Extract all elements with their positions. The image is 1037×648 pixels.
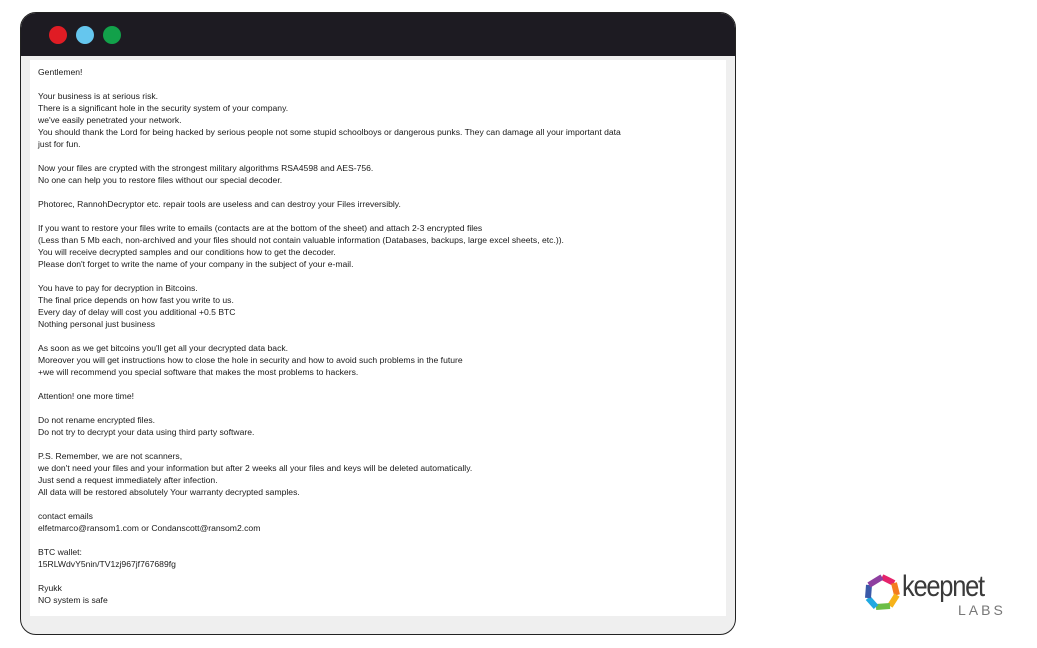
note-line: Photorec, RannohDecryptor etc. repair tools are useless and can destroy your Files irreversibly. <box>38 199 401 209</box>
note-paragraph <box>38 282 718 330</box>
note-line: Gentlemen! <box>38 67 83 77</box>
note-line: If you want to restore your files write to emails (contacts are at the bottom of the sheet) and attach 2-3 encrypted files <box>38 223 483 233</box>
note-line: No one can help you to restore files without our special decoder. <box>38 175 283 185</box>
keepnet-hexagon-icon <box>864 574 900 610</box>
note-line: Just send a request immediately after infection. <box>38 475 218 485</box>
note-paragraph <box>38 414 718 438</box>
ransom-note-window <box>20 12 736 635</box>
note-line: Please don't forget to write the name of your company in the subject of your e-mail. <box>38 259 354 269</box>
note-line: BTC wallet: <box>38 547 82 557</box>
note-paragraph <box>38 222 718 270</box>
note-line: we've easily penetrated your network. <box>38 115 182 125</box>
note-line: contact emails <box>38 511 93 521</box>
note-line: (Less than 5 Mb each, non-archived and your files should not contain valuable information (Databases, backups, large excel sheets, etc.)). <box>38 235 564 245</box>
note-line: Every day of delay will cost you additional +0.5 BTC <box>38 307 236 317</box>
note-paragraph <box>38 90 718 150</box>
note-line: You should thank the Lord for being hacked by serious people not some stupid schoolboys or dangerous punks. They can damage all your important data <box>38 127 621 137</box>
keepnet-labs-logo <box>864 572 1004 624</box>
minimize-button[interactable] <box>76 26 94 44</box>
note-line: Now your files are crypted with the strongest military algorithms RSA4598 and AES-756. <box>38 163 374 173</box>
note-line: There is a significant hole in the security system of your company. <box>38 103 289 113</box>
note-paragraph <box>38 390 718 402</box>
note-line: Your business is at serious risk. <box>38 91 159 101</box>
note-line: Do not try to decrypt your data using third party software. <box>38 427 255 437</box>
note-paragraph <box>38 546 718 570</box>
note-line: we don't need your files and your information but after 2 weeks all your files and keys will be deleted automatically. <box>38 463 473 473</box>
note-paragraph <box>38 66 718 78</box>
note-paragraph <box>38 198 718 210</box>
note-line: 15RLWdvY5nin/TV1zj967jf767689fg <box>38 559 176 569</box>
ransom-note-text <box>30 60 726 616</box>
title-bar <box>21 13 735 56</box>
note-line: Moreover you will get instructions how to close the hole in security and how to avoid such problems in the future <box>38 355 463 365</box>
note-line: Ryukk <box>38 583 62 593</box>
note-line: P.S. Remember, we are not scanners, <box>38 451 183 461</box>
note-paragraph <box>38 582 718 606</box>
note-line: As soon as we get bitcoins you'll get all your decrypted data back. <box>38 343 289 353</box>
note-line: just for fun. <box>38 139 81 149</box>
note-line: Do not rename encrypted files. <box>38 415 156 425</box>
logo-brand-text: keepnet <box>902 570 984 603</box>
note-paragraph <box>38 162 718 186</box>
maximize-button[interactable] <box>103 26 121 44</box>
logo-sub-text: LABS <box>958 602 1006 618</box>
note-paragraph <box>38 342 718 378</box>
note-paragraph <box>38 510 718 534</box>
note-line: All data will be restored absolutely Your warranty decrypted samples. <box>38 487 300 497</box>
close-button[interactable] <box>49 26 67 44</box>
note-line: NO system is safe <box>38 595 108 605</box>
note-paragraph <box>38 450 718 498</box>
note-line: Attention! one more time! <box>38 391 135 401</box>
note-line: You have to pay for decryption in Bitcoins. <box>38 283 198 293</box>
note-line: The final price depends on how fast you write to us. <box>38 295 234 305</box>
note-line: elfetmarco@ransom1.com or Condanscott@ransom2.com <box>38 523 261 533</box>
note-line: Nothing personal just business <box>38 319 156 329</box>
note-line: You will receive decrypted samples and our conditions how to get the decoder. <box>38 247 336 257</box>
note-line: +we will recommend you special software that makes the most problems to hackers. <box>38 367 359 377</box>
